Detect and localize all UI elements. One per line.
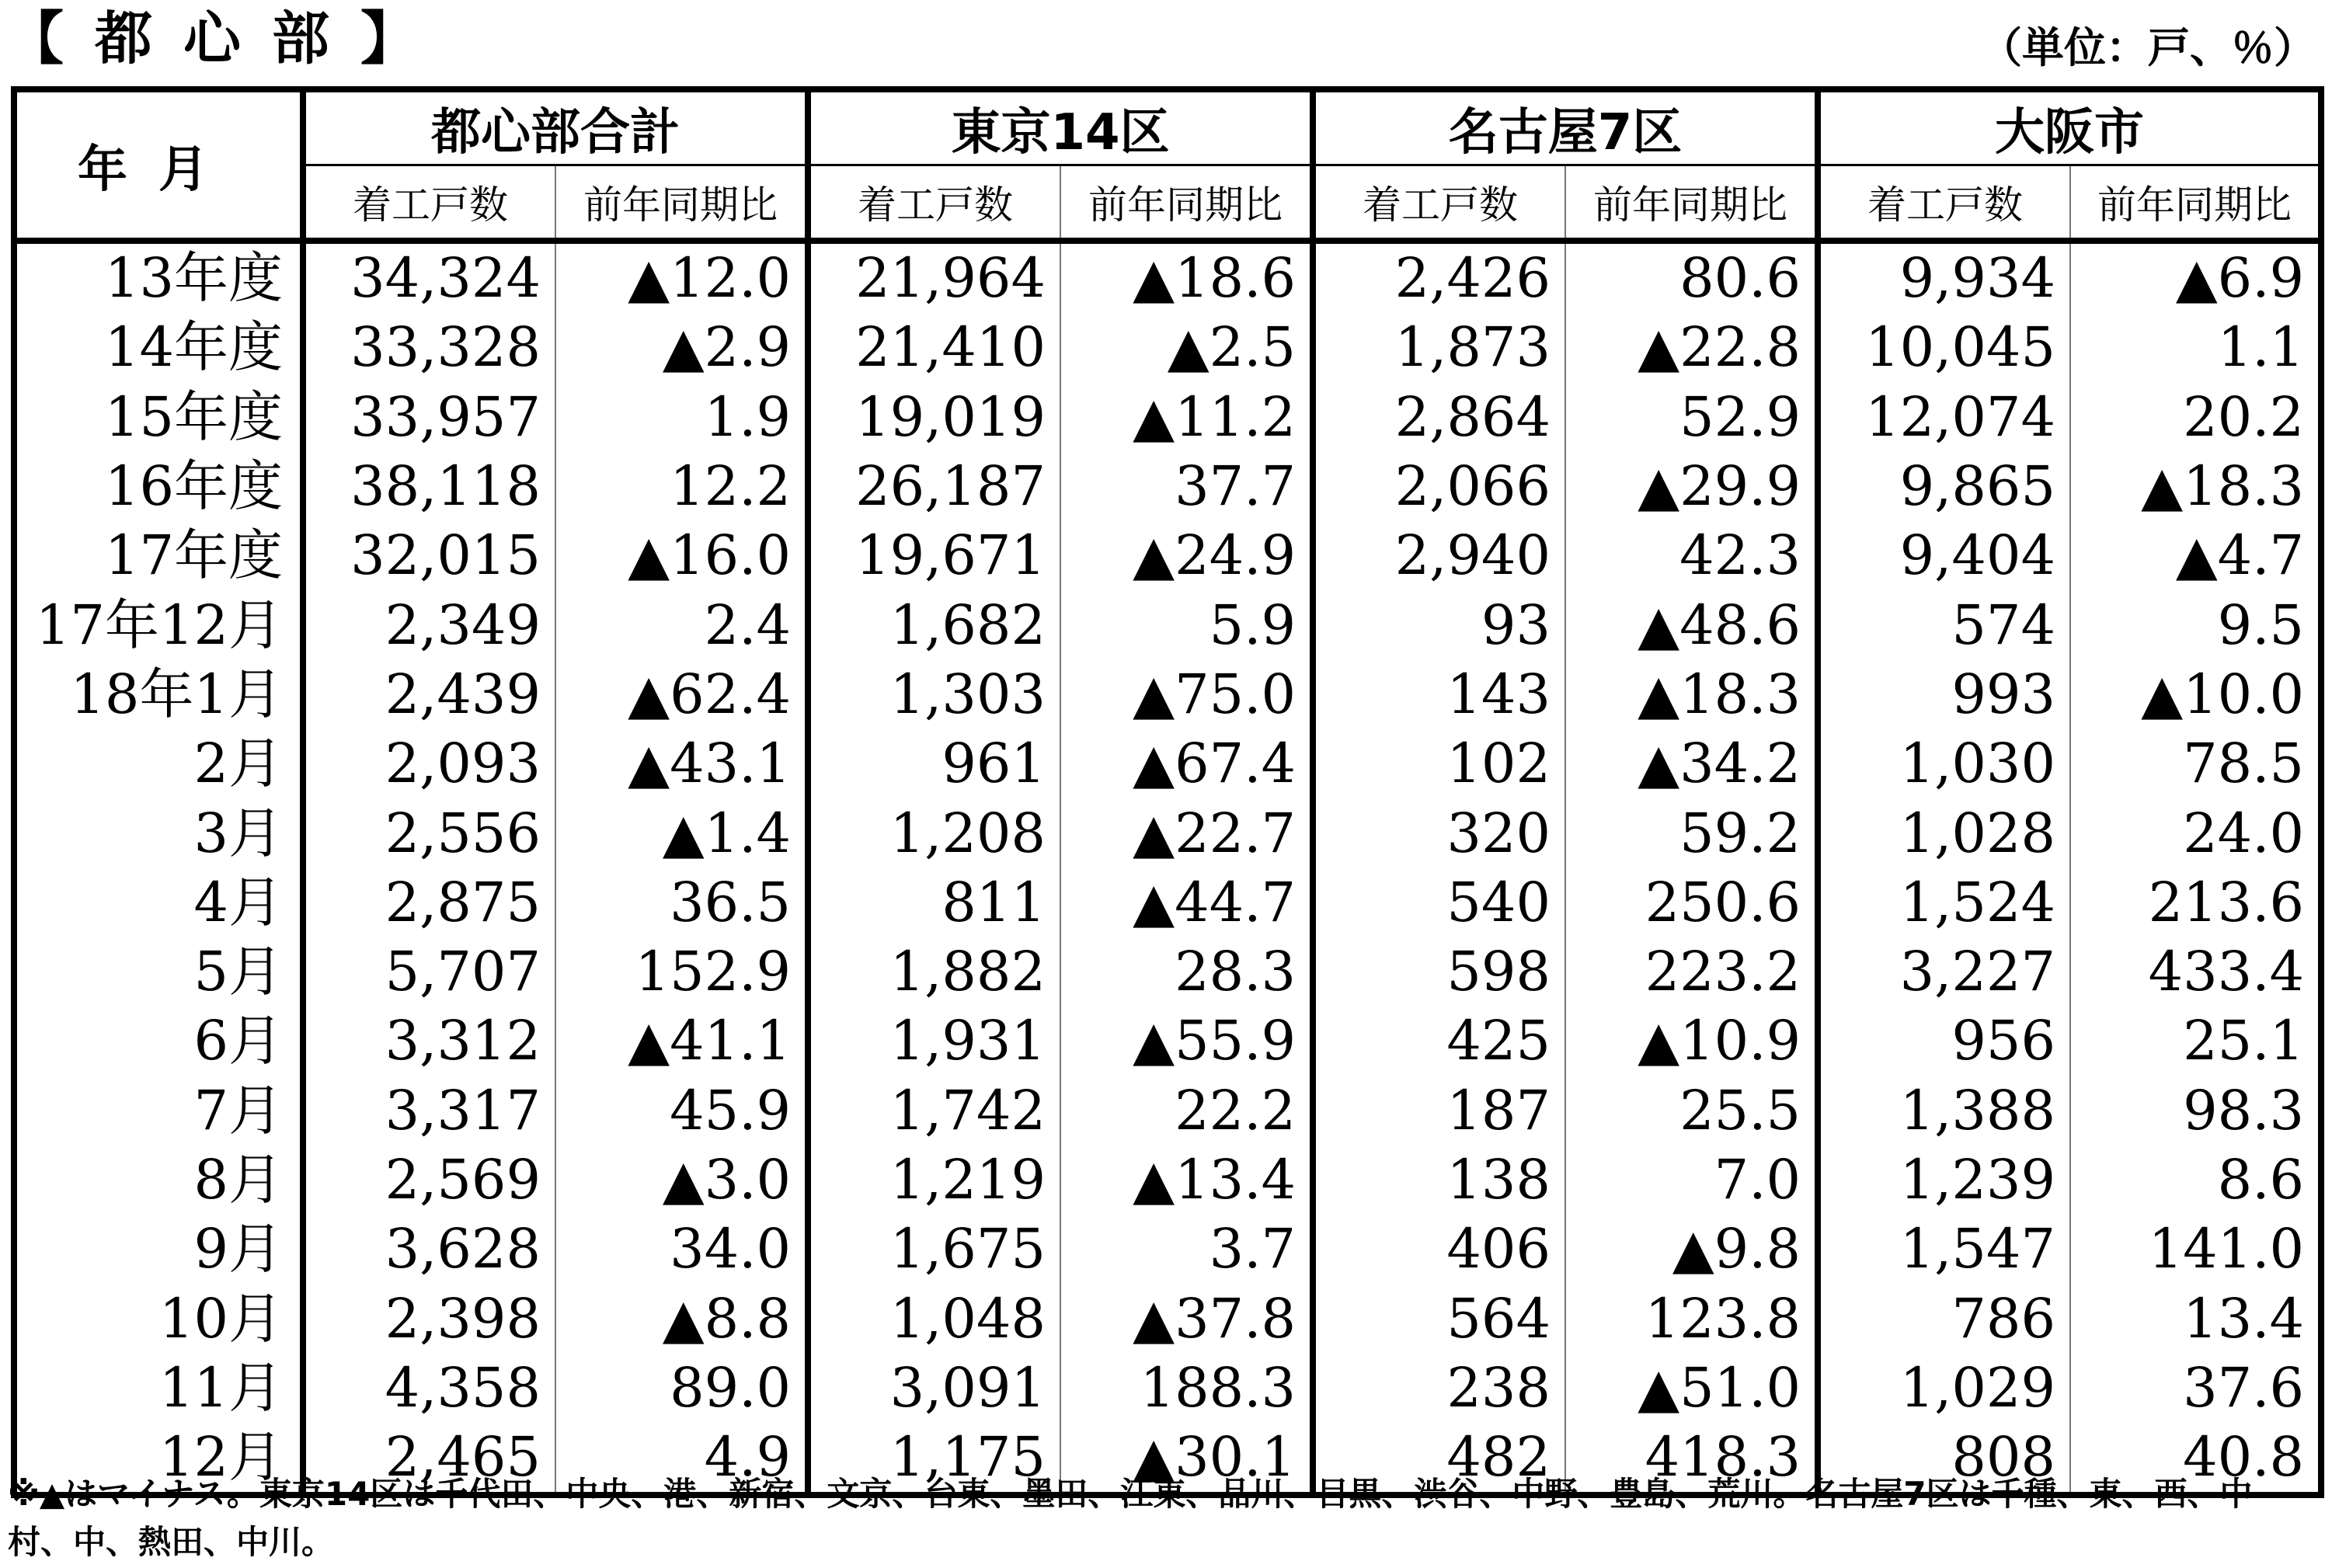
- starts-cell: 1,029: [1818, 1354, 2070, 1423]
- group-header-tokyo: 東京14区: [808, 89, 1313, 165]
- row-label: 13年度: [104, 246, 283, 311]
- sub-header: 着工戸数: [1313, 165, 1565, 242]
- starts-cell: 33,957: [303, 383, 555, 452]
- row-label: 2月: [193, 732, 283, 796]
- yoy-cell: ▲62.4: [555, 660, 808, 729]
- yoy-cell: ▲18.6: [1060, 241, 1313, 313]
- starts-cell: 2,556: [303, 798, 555, 867]
- yoy-cell: 223.2: [1565, 937, 1818, 1007]
- yoy-cell: ▲10.9: [1565, 1007, 1818, 1076]
- yoy-cell: ▲18.3: [2070, 452, 2321, 521]
- yoy-cell: ▲22.7: [1060, 798, 1313, 867]
- sub-header: 着工戸数: [1818, 165, 2070, 242]
- table-row: [14, 868, 2321, 937]
- starts-cell: 1,219: [808, 1146, 1060, 1215]
- row-label: 17年度: [104, 523, 283, 588]
- starts-cell: 1,030: [1818, 729, 2070, 798]
- yoy-cell: ▲16.0: [555, 521, 808, 590]
- yoy-cell: ▲9.8: [1565, 1215, 1818, 1284]
- sub-header: 前年同期比: [1060, 165, 1313, 242]
- table-row: [14, 937, 2321, 1007]
- row-label: 11月: [158, 1355, 283, 1420]
- yoy-cell: ▲55.9: [1060, 1007, 1313, 1076]
- starts-cell: 138: [1313, 1146, 1565, 1215]
- starts-cell: 406: [1313, 1215, 1565, 1284]
- starts-cell: 2,426: [1313, 241, 1565, 313]
- row-label: 8月: [193, 1148, 283, 1212]
- group-header-nagoya: 名古屋7区: [1313, 89, 1818, 165]
- yoy-cell: ▲6.9: [2070, 241, 2321, 313]
- yoy-cell: ▲22.8: [1565, 313, 1818, 382]
- starts-cell: 1,931: [808, 1007, 1060, 1076]
- yoy-cell: ▲1.4: [555, 798, 808, 867]
- row-label: 12月: [158, 1425, 283, 1490]
- starts-cell: 1,208: [808, 798, 1060, 867]
- yoy-cell: ▲13.4: [1060, 1146, 1313, 1215]
- yoy-cell: 20.2: [2070, 383, 2321, 452]
- yoy-cell: 24.0: [2070, 798, 2321, 867]
- yoy-cell: 2.4: [555, 590, 808, 659]
- group-header-total: 都心部合計: [303, 89, 808, 165]
- starts-cell: 1,303: [808, 660, 1060, 729]
- yoy-cell: 37.6: [2070, 1354, 2321, 1423]
- yoy-cell: ▲10.0: [2070, 660, 2321, 729]
- yoy-cell: 98.3: [2070, 1076, 2321, 1146]
- table-row: [14, 729, 2321, 798]
- yoy-cell: ▲29.9: [1565, 452, 1818, 521]
- starts-cell: 1,048: [808, 1284, 1060, 1353]
- yoy-cell: ▲30.1: [1060, 1423, 1313, 1495]
- yoy-cell: ▲44.7: [1060, 868, 1313, 937]
- row-label: 3月: [193, 801, 283, 865]
- yoy-cell: 4.9: [555, 1423, 808, 1495]
- starts-cell: 993: [1818, 660, 2070, 729]
- starts-cell: 187: [1313, 1076, 1565, 1146]
- yoy-cell: ▲43.1: [555, 729, 808, 798]
- yoy-cell: 9.5: [2070, 590, 2321, 659]
- row-label: 10月: [158, 1286, 283, 1351]
- starts-cell: 2,349: [303, 590, 555, 659]
- yoy-cell: ▲51.0: [1565, 1354, 1818, 1423]
- starts-cell: 3,091: [808, 1354, 1060, 1423]
- table-row: [14, 521, 2321, 590]
- yoy-cell: 7.0: [1565, 1146, 1818, 1215]
- yoy-cell: 80.6: [1565, 241, 1818, 313]
- page-title: 【都心部】: [6, 5, 449, 72]
- footnote: ※▲はマイナス。東京14区は千代田、中央、港、新宿、文京、台東、墨田、江東、品川、目黒、渋谷、中野、豊島、荒川。名古屋7区は千種、東、西、中村、中、熱田、中川。: [8, 1475, 2253, 1561]
- yoy-cell: 28.3: [1060, 937, 1313, 1007]
- starts-cell: 33,328: [303, 313, 555, 382]
- table-row: [14, 1215, 2321, 1284]
- starts-cell: 34,324: [303, 241, 555, 313]
- table-row: [14, 241, 2321, 313]
- starts-cell: 10,045: [1818, 313, 2070, 382]
- group-header-osaka: 大阪市: [1818, 89, 2321, 165]
- starts-cell: 956: [1818, 1007, 2070, 1076]
- yoy-cell: ▲2.9: [555, 313, 808, 382]
- yoy-cell: 45.9: [555, 1076, 808, 1146]
- year-month-header: 年月: [14, 89, 303, 241]
- sub-header: 着工戸数: [303, 165, 555, 242]
- starts-cell: 238: [1313, 1354, 1565, 1423]
- starts-cell: 2,398: [303, 1284, 555, 1353]
- starts-cell: 1,547: [1818, 1215, 2070, 1284]
- yoy-cell: 13.4: [2070, 1284, 2321, 1353]
- yoy-cell: 418.3: [1565, 1423, 1818, 1495]
- starts-cell: 102: [1313, 729, 1565, 798]
- yoy-cell: 3.7: [1060, 1215, 1313, 1284]
- starts-cell: 3,312: [303, 1007, 555, 1076]
- table-row: [14, 1146, 2321, 1215]
- yoy-cell: 52.9: [1565, 383, 1818, 452]
- starts-cell: 961: [808, 729, 1060, 798]
- starts-cell: 320: [1313, 798, 1565, 867]
- starts-cell: 1,882: [808, 937, 1060, 1007]
- yoy-cell: 89.0: [555, 1354, 808, 1423]
- starts-cell: 19,019: [808, 383, 1060, 452]
- yoy-cell: ▲34.2: [1565, 729, 1818, 798]
- starts-cell: 1,175: [808, 1423, 1060, 1495]
- starts-cell: 2,569: [303, 1146, 555, 1215]
- table-row: [14, 452, 2321, 521]
- yoy-cell: ▲3.0: [555, 1146, 808, 1215]
- table-row: [14, 313, 2321, 382]
- row-label: 5月: [193, 940, 283, 1004]
- yoy-cell: ▲41.1: [555, 1007, 808, 1076]
- yoy-cell: ▲37.8: [1060, 1284, 1313, 1353]
- table-row: [14, 798, 2321, 867]
- starts-cell: 2,439: [303, 660, 555, 729]
- yoy-cell: 5.9: [1060, 590, 1313, 659]
- starts-cell: 786: [1818, 1284, 2070, 1353]
- housing-starts-table: [11, 86, 2324, 1498]
- starts-cell: 808: [1818, 1423, 2070, 1495]
- row-label: 16年度: [104, 454, 283, 519]
- yoy-cell: 1.9: [555, 383, 808, 452]
- starts-cell: 2,093: [303, 729, 555, 798]
- table-row: [14, 590, 2321, 659]
- yoy-cell: 213.6: [2070, 868, 2321, 937]
- starts-cell: 3,628: [303, 1215, 555, 1284]
- starts-cell: 1,873: [1313, 313, 1565, 382]
- starts-cell: 1,675: [808, 1215, 1060, 1284]
- sub-header: 着工戸数: [808, 165, 1060, 242]
- table-row: [14, 1284, 2321, 1353]
- row-label: 14年度: [104, 315, 283, 380]
- yoy-cell: 59.2: [1565, 798, 1818, 867]
- yoy-cell: 188.3: [1060, 1354, 1313, 1423]
- yoy-cell: ▲24.9: [1060, 521, 1313, 590]
- row-label: 4月: [193, 870, 283, 934]
- yoy-cell: ▲12.0: [555, 241, 808, 313]
- yoy-cell: 250.6: [1565, 868, 1818, 937]
- starts-cell: 564: [1313, 1284, 1565, 1353]
- yoy-cell: 25.1: [2070, 1007, 2321, 1076]
- yoy-cell: 12.2: [555, 452, 808, 521]
- yoy-cell: 36.5: [555, 868, 808, 937]
- starts-cell: 5,707: [303, 937, 555, 1007]
- yoy-cell: 37.7: [1060, 452, 1313, 521]
- yoy-cell: ▲8.8: [555, 1284, 808, 1353]
- yoy-cell: 123.8: [1565, 1284, 1818, 1353]
- starts-cell: 1,742: [808, 1076, 1060, 1146]
- table-row: [14, 1007, 2321, 1076]
- starts-cell: 2,940: [1313, 521, 1565, 590]
- starts-cell: 1,388: [1818, 1076, 2070, 1146]
- starts-cell: 93: [1313, 590, 1565, 659]
- starts-cell: 1,239: [1818, 1146, 2070, 1215]
- yoy-cell: ▲11.2: [1060, 383, 1313, 452]
- yoy-cell: ▲75.0: [1060, 660, 1313, 729]
- table-body: [14, 241, 2321, 1495]
- row-label: 15年度: [104, 384, 283, 449]
- sub-header: 前年同期比: [2070, 165, 2321, 242]
- yoy-cell: ▲4.7: [2070, 521, 2321, 590]
- yoy-cell: 152.9: [555, 937, 808, 1007]
- starts-cell: 1,682: [808, 590, 1060, 659]
- starts-cell: 9,934: [1818, 241, 2070, 313]
- sub-header: 前年同期比: [1565, 165, 1818, 242]
- table-row: [14, 1354, 2321, 1423]
- yoy-cell: 34.0: [555, 1215, 808, 1284]
- starts-cell: 21,410: [808, 313, 1060, 382]
- yoy-cell: 42.3: [1565, 521, 1818, 590]
- sub-header: 前年同期比: [555, 165, 808, 242]
- row-label: 7月: [193, 1078, 283, 1142]
- starts-cell: 2,875: [303, 868, 555, 937]
- starts-cell: 540: [1313, 868, 1565, 937]
- starts-cell: 574: [1818, 590, 2070, 659]
- starts-cell: 1,028: [1818, 798, 2070, 867]
- starts-cell: 2,465: [303, 1423, 555, 1495]
- table-row: [14, 383, 2321, 452]
- starts-cell: 1,524: [1818, 868, 2070, 937]
- starts-cell: 19,671: [808, 521, 1060, 590]
- starts-cell: 3,227: [1818, 937, 2070, 1007]
- table-row: [14, 1076, 2321, 1146]
- yoy-cell: 78.5: [2070, 729, 2321, 798]
- yoy-cell: ▲2.5: [1060, 313, 1313, 382]
- starts-cell: 12,074: [1818, 383, 2070, 452]
- starts-cell: 2,066: [1313, 452, 1565, 521]
- starts-cell: 598: [1313, 937, 1565, 1007]
- starts-cell: 26,187: [808, 452, 1060, 521]
- yoy-cell: 25.5: [1565, 1076, 1818, 1146]
- starts-cell: 482: [1313, 1423, 1565, 1495]
- yoy-cell: 1.1: [2070, 313, 2321, 382]
- starts-cell: 38,118: [303, 452, 555, 521]
- starts-cell: 425: [1313, 1007, 1565, 1076]
- starts-cell: 9,404: [1818, 521, 2070, 590]
- yoy-cell: 8.6: [2070, 1146, 2321, 1215]
- yoy-cell: 40.8: [2070, 1423, 2321, 1495]
- yoy-cell: ▲18.3: [1565, 660, 1818, 729]
- starts-cell: 21,964: [808, 241, 1060, 313]
- yoy-cell: ▲48.6: [1565, 590, 1818, 659]
- row-label: 9月: [193, 1217, 283, 1281]
- starts-cell: 32,015: [303, 521, 555, 590]
- starts-cell: 4,358: [303, 1354, 555, 1423]
- yoy-cell: 22.2: [1060, 1076, 1313, 1146]
- yoy-cell: 141.0: [2070, 1215, 2321, 1284]
- starts-cell: 2,864: [1313, 383, 1565, 452]
- unit-label: （単位：戸、％）: [1980, 23, 2316, 72]
- row-label: 18年1月: [70, 662, 283, 726]
- yoy-cell: ▲67.4: [1060, 729, 1313, 798]
- starts-cell: 9,865: [1818, 452, 2070, 521]
- starts-cell: 3,317: [303, 1076, 555, 1146]
- yoy-cell: 433.4: [2070, 937, 2321, 1007]
- row-label: 17年12月: [35, 593, 283, 657]
- starts-cell: 143: [1313, 660, 1565, 729]
- starts-cell: 811: [808, 868, 1060, 937]
- table-row: [14, 660, 2321, 729]
- row-label: 6月: [193, 1009, 283, 1073]
